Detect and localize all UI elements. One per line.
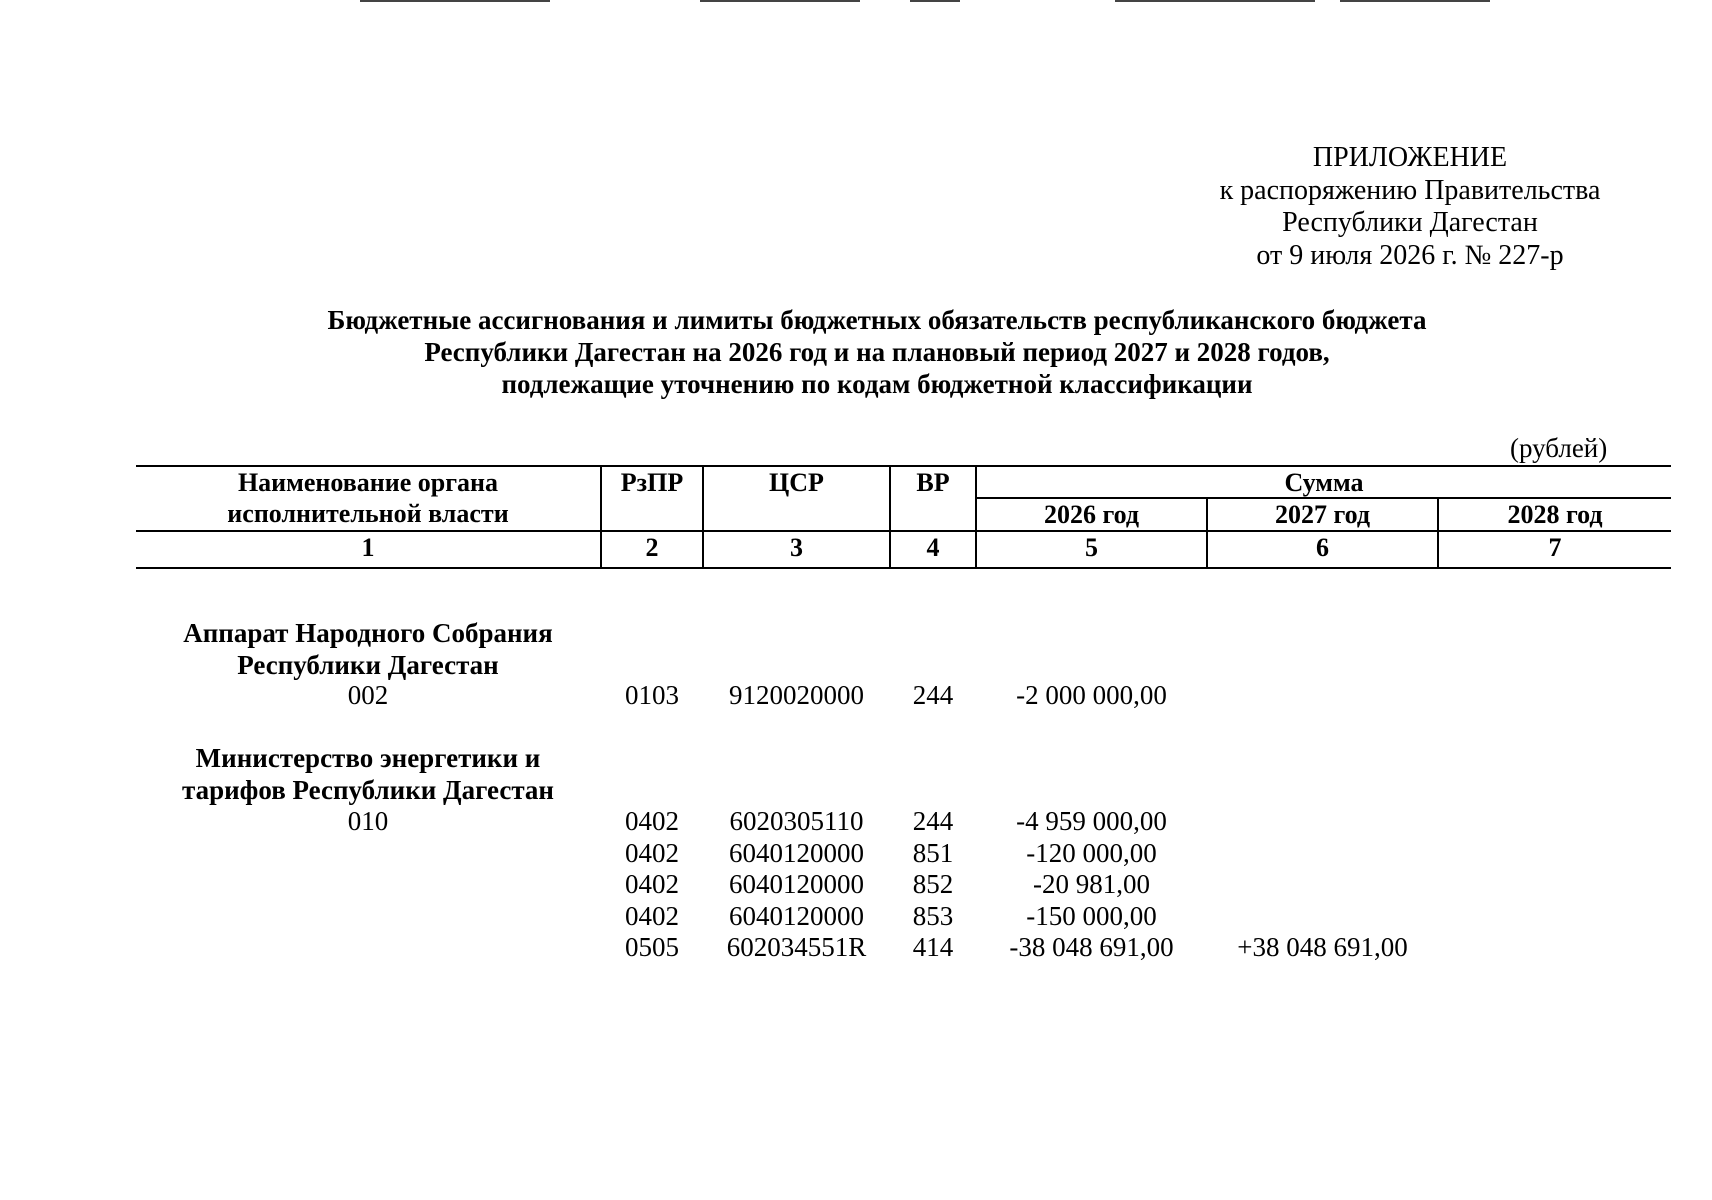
cell-2026: -20 981,00 (1033, 869, 1150, 899)
cell-csr: 9120020000 (729, 680, 864, 710)
column-number: 2 (645, 533, 659, 562)
cell-csr: 602034551R (726, 932, 867, 962)
cell-vr: 853 (912, 901, 954, 931)
appendix-block (1150, 142, 1670, 272)
cell-csr: 6040120000 (729, 838, 864, 868)
cell-vr: 244 (912, 806, 954, 836)
header-sum: Сумма (1284, 468, 1364, 497)
header-org-name: Наименование органа исполнительной власти (227, 468, 509, 528)
cell-vr: 244 (912, 680, 954, 710)
cell-2027: +38 048 691,00 (1237, 932, 1408, 962)
cell-vr: 414 (912, 932, 954, 962)
appendix-heading: ПРИЛОЖЕНИЕ (1312, 142, 1508, 173)
units-label: (рублей) (1510, 433, 1608, 463)
header-bottom-rule (136, 567, 1671, 569)
cell-2026: -120 000,00 (1026, 838, 1157, 868)
header-year-2027: 2027 год (1274, 500, 1371, 529)
scan-edge-mark (910, 0, 960, 2)
title-line: подлежащие уточнению по кодам бюджетной классификации (501, 369, 1253, 399)
org-name: Аппарат Народного Собрания Республики Дагестан (183, 618, 553, 680)
cell-csr: 6040120000 (729, 901, 864, 931)
cell-rzpr: 0505 (625, 932, 679, 962)
header-csr: ЦСР (769, 468, 824, 497)
column-number: 3 (790, 533, 803, 562)
cell-vr: 852 (912, 869, 954, 899)
cell-rzpr: 0402 (625, 838, 679, 868)
header-rzpr: РзПР (620, 468, 684, 497)
cell-rzpr: 0402 (625, 901, 679, 931)
appendix-date-number: от 9 июля 2026 г. № 227-р (1256, 239, 1564, 271)
cell-csr: 6020305110 (729, 806, 864, 836)
org-code: 002 (347, 680, 389, 710)
document-title (150, 304, 1604, 400)
scan-edge-mark (700, 0, 860, 2)
cell-vr: 851 (912, 838, 954, 868)
title-line: Республики Дагестан на 2026 год и на плановый период 2027 и 2028 годов, (424, 337, 1330, 367)
cell-2026: -2 000 000,00 (1016, 680, 1167, 710)
cell-rzpr: 0402 (625, 869, 679, 899)
org-code: 010 (347, 806, 389, 836)
column-number: 5 (1085, 533, 1098, 562)
scan-edge-mark (1115, 0, 1315, 2)
org-name: Министерство энергетики и тарифов Республики Дагестан (182, 743, 554, 805)
cell-rzpr: 0103 (625, 680, 679, 710)
appendix-ref-line: Республики Дагестан (1282, 207, 1538, 238)
column-number: 6 (1316, 533, 1329, 562)
column-number: 4 (926, 533, 940, 562)
cell-2026: -150 000,00 (1026, 901, 1157, 931)
header-vr: ВР (916, 468, 950, 497)
scan-edge-mark (360, 0, 550, 2)
column-number: 7 (1548, 533, 1562, 562)
header-year-2026: 2026 год (1043, 500, 1140, 529)
cell-csr: 6040120000 (729, 869, 864, 899)
scan-edge-mark (1340, 0, 1490, 2)
appendix-ref-line: к распоряжению Правительства (1219, 174, 1601, 206)
cell-rzpr: 0402 (625, 806, 679, 836)
header-year-2028: 2028 год (1507, 500, 1603, 529)
cell-2026: -38 048 691,00 (1009, 932, 1174, 962)
cell-2026: -4 959 000,00 (1016, 806, 1167, 836)
title-line: Бюджетные ассигнования и лимиты бюджетных обязательств республиканского бюджета (327, 305, 1427, 335)
column-number: 1 (361, 533, 375, 562)
